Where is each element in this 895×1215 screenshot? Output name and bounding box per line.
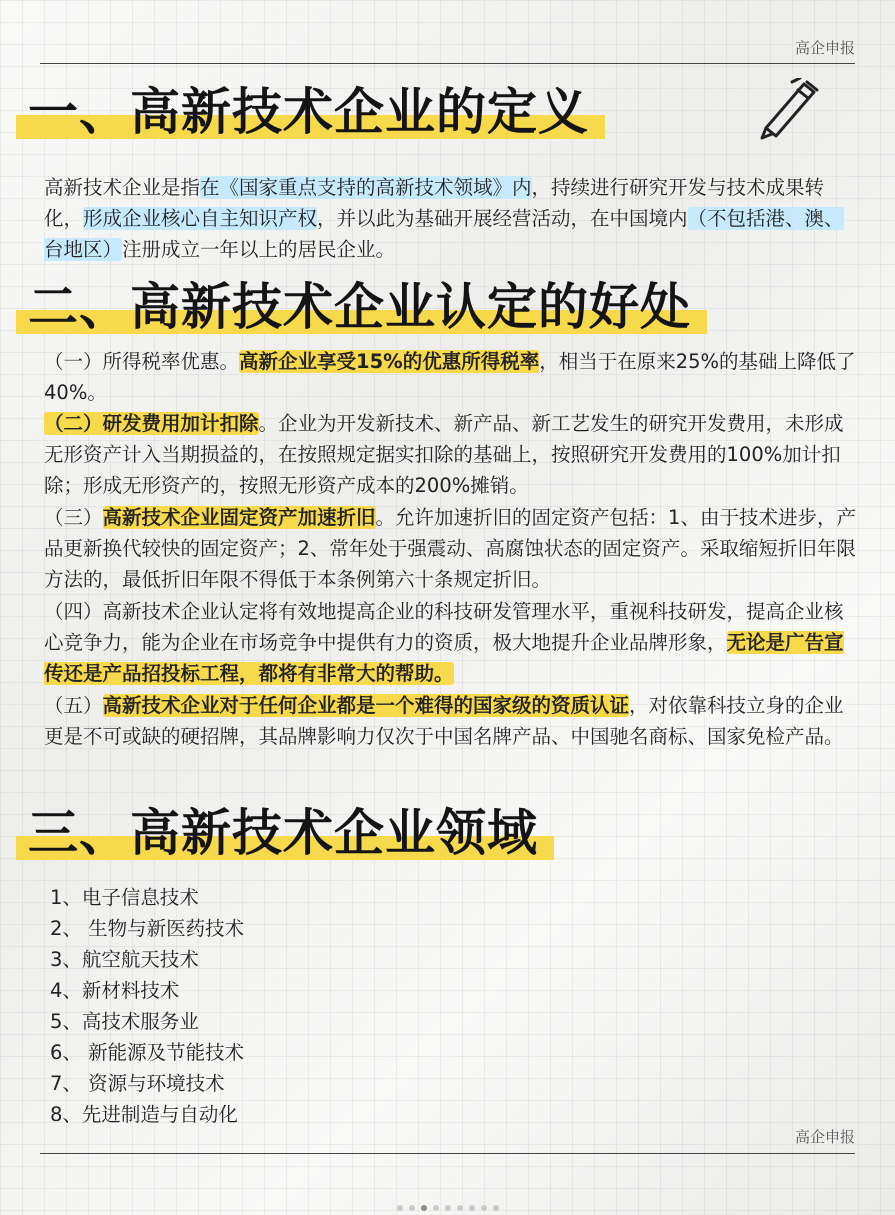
bottom-divider [40,1153,855,1154]
page-dot[interactable] [469,1205,475,1211]
page-indicator[interactable] [0,1196,895,1215]
section3-heading: 三、高新技术企业领域 [28,804,538,862]
list-item: 5、高技术服务业 [50,1010,199,1033]
benefit-2: （二）研发费用加计扣除。企业为开发新技术、新产品、新工艺发生的研究开发费用，未形成无形资产计入当期损益的，在按照规定据实扣除的基础上，按照研究开发费用的100%加计扣除；形成无形资产的，按照无形资产成本的200%摊销。 [44,412,844,497]
page-dot[interactable] [445,1205,451,1211]
page-dot[interactable] [409,1205,415,1211]
list-item: 7、 资源与环境技术 [50,1072,225,1095]
list-item: 6、 新能源及节能技术 [50,1041,245,1064]
page-dot[interactable] [421,1205,427,1211]
benefit-3: （三）高新技术企业固定资产加速折旧。允许加速折旧的固定资产包括：1、由于技术进步，产品更新换代较快的固定资产；2、常年处于强震动、高腐蚀状态的固定资产。采取缩短折旧年限方法的，最低折旧年限不得低于本条例第六十条规定折旧。 [44,506,856,591]
page-dot[interactable] [481,1205,487,1211]
top-divider [40,63,855,64]
list-item: 3、航空航天技术 [50,948,199,971]
brand-label-top: 高企申报 [794,39,855,57]
page-dot[interactable] [457,1205,463,1211]
page-dot[interactable] [493,1205,499,1211]
brand-label-bottom: 高企申报 [794,1128,855,1146]
list-item: 4、新材料技术 [50,979,180,1002]
pen-icon [752,78,822,142]
list-item: 2、 生物与新医药技术 [50,917,245,940]
benefit-4: （四）高新技术企业认定将有效地提高企业的科技研发管理水平，重视科技研发，提高企业核心竞争力，能为企业在市场竞争中提供有力的资质，极大地提升企业品牌形象，无论是广告宣传还是产品招投标工程，都将有非常大的帮助。 [44,600,844,685]
benefit-1: （一）所得税率优惠。高新企业享受15%的优惠所得税率，相当于在原来25%的基础上降低了40%。 [44,350,856,404]
benefit-5: （五）高新技术企业对于任何企业都是一个难得的国家级的资质认证，对依靠科技立身的企业更是不可或缺的硬招牌，其品牌影响力仅次于中国名牌产品、中国驰名商标、国家免检产品。 [44,694,844,748]
page-dot[interactable] [397,1205,403,1211]
page-dot[interactable] [433,1205,439,1211]
list-item: 8、先进制造与自动化 [50,1103,238,1126]
domain-list [50,882,244,1130]
definition-paragraph: 高新技术企业是指在《国家重点支持的高新技术领域》内，持续进行研究开发与技术成果转化，形成企业核心自主知识产权，并以此为基础开展经营活动，在中国境内（不包括港、澳、台地区）注册成立一年以上的居民企业。 [44,176,844,261]
section1-heading: 一、高新技术企业的定义 [28,83,589,141]
list-item: 1、电子信息技术 [50,886,199,909]
section2-heading: 二、高新技术企业认定的好处 [28,278,691,336]
